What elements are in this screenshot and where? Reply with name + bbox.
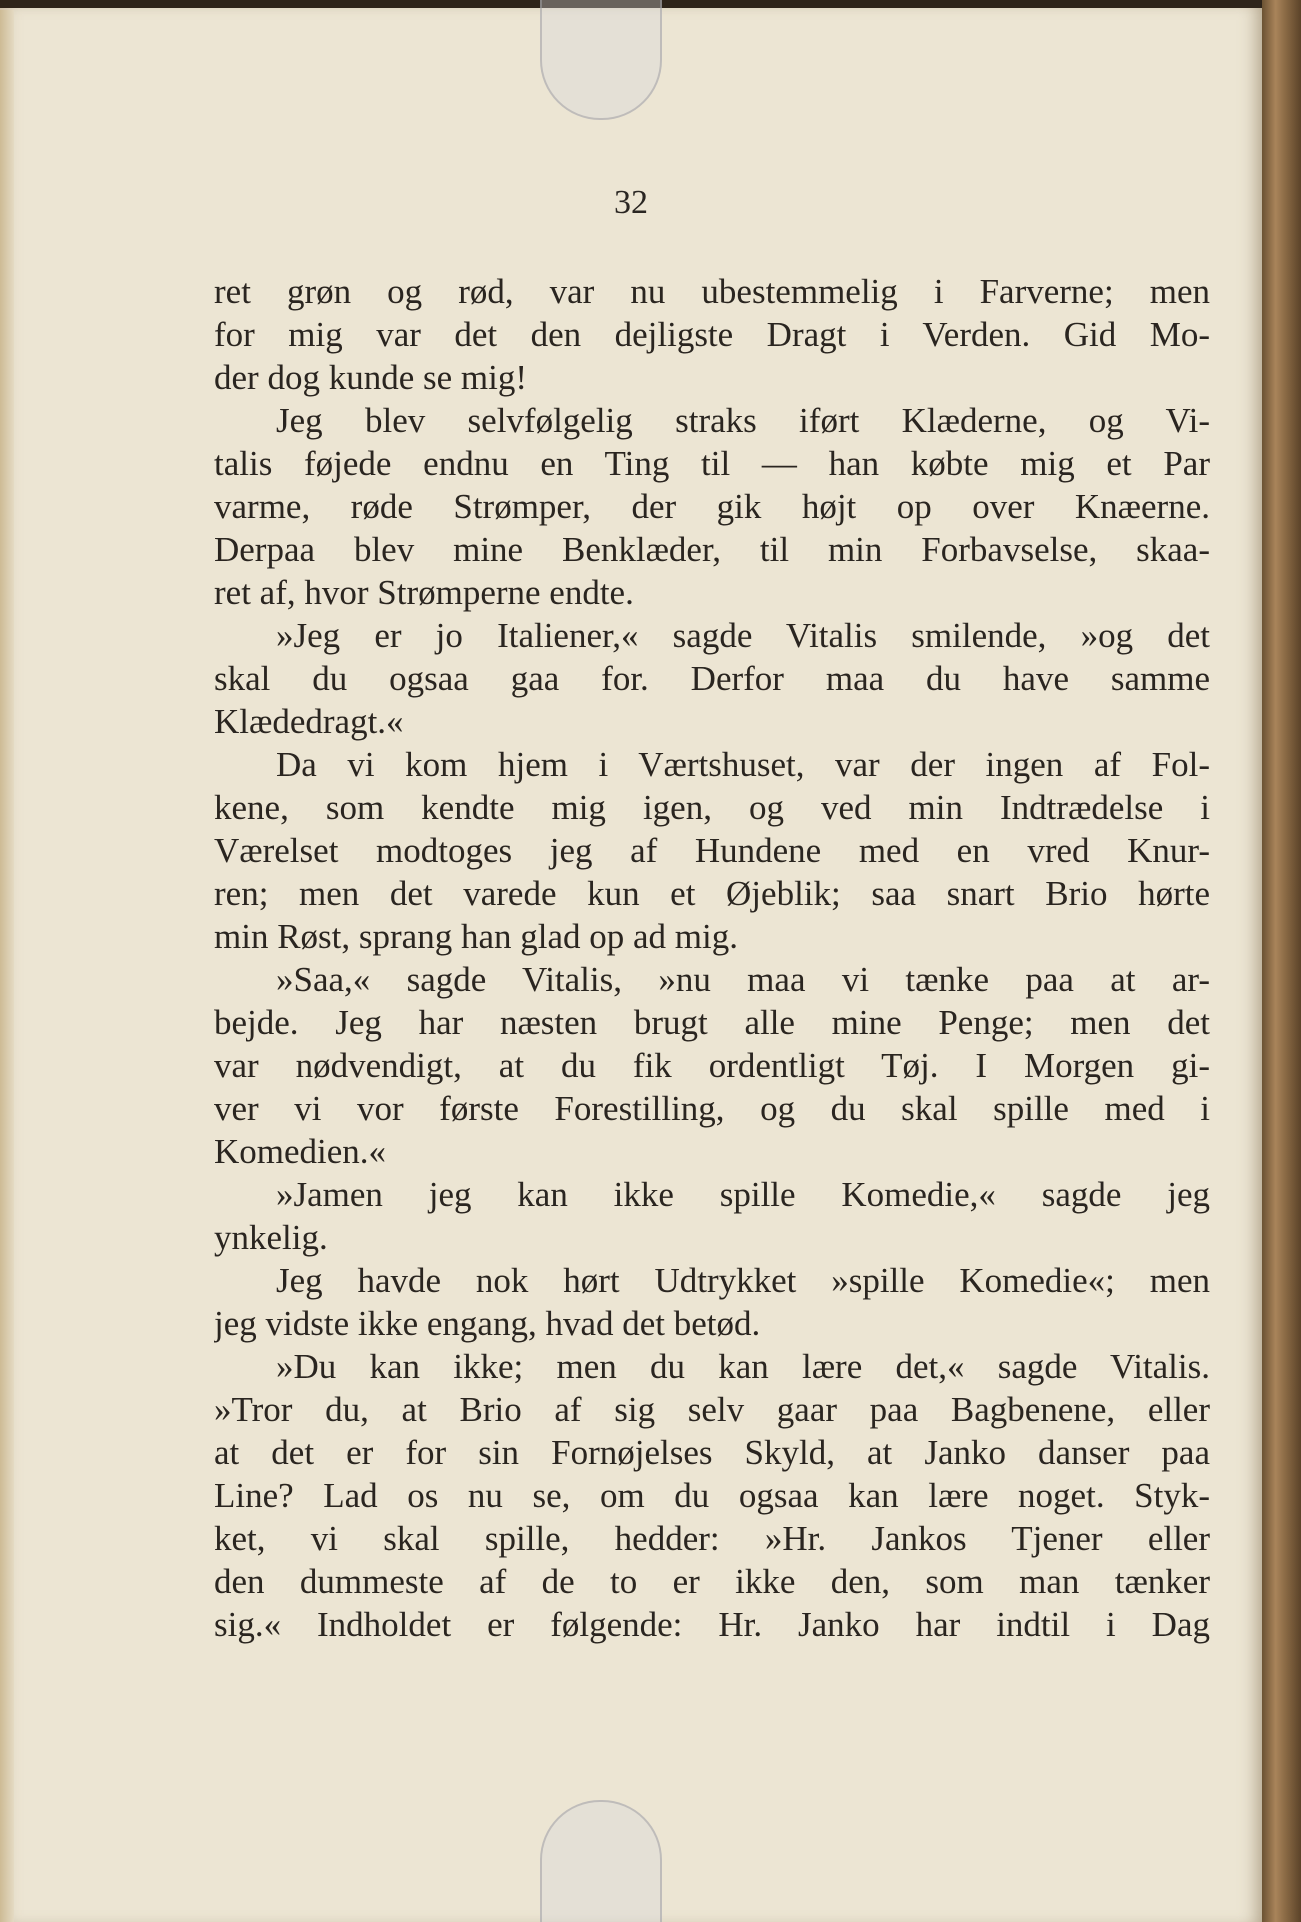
book-spine [1262, 0, 1301, 1922]
text-line: Jeg blev selvfølgelig straks iført Klæderne, og Vi- [276, 401, 1210, 440]
text-line: var nødvendigt, at du fik ordentligt Tøj. I Morgen gi- [214, 1046, 1210, 1085]
body-text [214, 270, 1210, 1646]
text-line: Derpaa blev mine Benklæder, til min Forbavselse, skaa- [214, 530, 1210, 569]
text-line: den dummeste af de to er ikke den, som man tænker [214, 1562, 1210, 1601]
text-line: ret grøn og rød, var nu ubestemmelig i Farverne; men [214, 272, 1210, 311]
text-line: skal du ogsaa gaa for. Derfor maa du have samme [214, 659, 1210, 698]
text-line: Line? Lad os nu se, om du ogsaa kan lære noget. Styk- [214, 1476, 1210, 1515]
text-line: Jeg havde nok hørt Udtrykket »spille Komedie«; men [276, 1261, 1210, 1300]
text-line: talis føjede endnu en Ting til — han købte mig et Par [214, 444, 1210, 483]
text-line: Komedien.« [214, 1132, 387, 1171]
text-line: sig.« Indholdet er følgende: Hr. Janko har indtil i Dag [214, 1605, 1210, 1644]
text-line: for mig var det den dejligste Dragt i Verden. Gid Mo- [214, 315, 1210, 354]
page-sheet [0, 8, 1262, 1922]
page-number: 32 [614, 184, 648, 221]
text-line: »Jamen jeg kan ikke spille Komedie,« sagde jeg [276, 1175, 1210, 1214]
text-line: »Tror du, at Brio af sig selv gaar paa Bagbenene, eller [214, 1390, 1210, 1429]
text-line: ynkelig. [214, 1218, 328, 1257]
text-line: Da vi kom hjem i Værtshuset, var der ingen af Fol- [276, 745, 1210, 784]
text-line: at det er for sin Fornøjelses Skyld, at Janko danser paa [214, 1433, 1210, 1472]
text-line: Værelset modtoges jeg af Hundene med en vred Knur- [214, 831, 1210, 870]
text-line: ver vi vor første Forestilling, og du skal spille med i [214, 1089, 1210, 1128]
text-line: min Røst, sprang han glad op ad mig. [214, 917, 738, 956]
top-page-clip [540, 0, 662, 120]
text-line: ket, vi skal spille, hedder: »Hr. Jankos Tjener eller [214, 1519, 1210, 1558]
text-line: »Jeg er jo Italiener,« sagde Vitalis smilende, »og det [276, 616, 1210, 655]
text-line: »Saa,« sagde Vitalis, »nu maa vi tænke paa at ar- [276, 960, 1210, 999]
page-left-edge [0, 10, 14, 1922]
text-line: »Du kan ikke; men du kan lære det,« sagde Vitalis. [276, 1347, 1210, 1386]
text-line: der dog kunde se mig! [214, 358, 527, 397]
text-line: jeg vidste ikke engang, hvad det betød. [214, 1304, 761, 1343]
text-line: Klædedragt.« [214, 702, 404, 741]
text-line: varme, røde Strømper, der gik højt op over Knæerne. [214, 487, 1210, 526]
text-line: kene, som kendte mig igen, og ved min Indtrædelse i [214, 788, 1210, 827]
text-line: ret af, hvor Strømperne endte. [214, 573, 634, 612]
text-line: ren; men det varede kun et Øjeblik; saa snart Brio hørte [214, 874, 1210, 913]
text-line: bejde. Jeg har næsten brugt alle mine Penge; men det [214, 1003, 1210, 1042]
bottom-page-clip [540, 1800, 662, 1922]
